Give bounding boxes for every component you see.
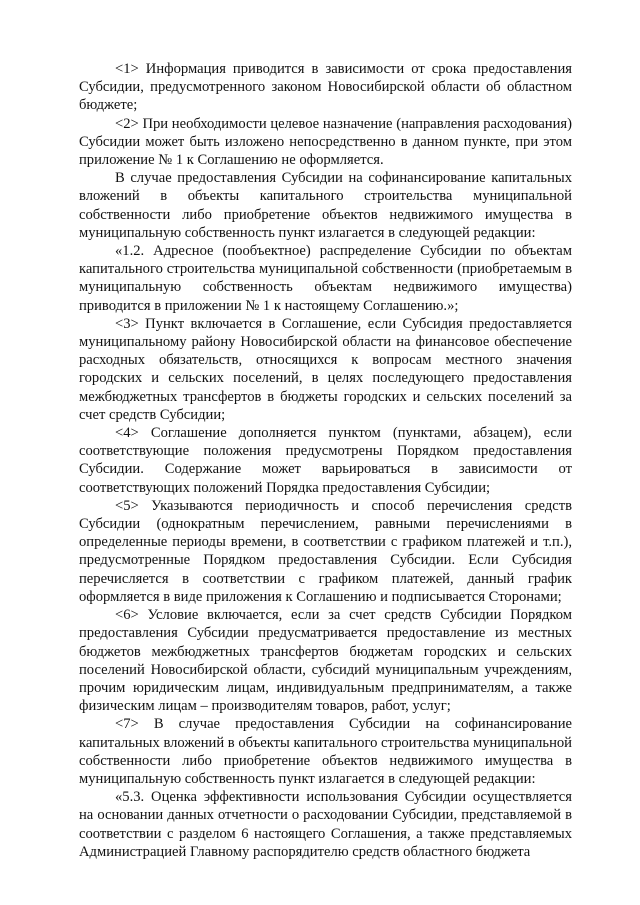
footnote-5: <5> Указываются периодичность и способ перечисления средств Субсидии (однократным перечислением, равными перечислениями в определенные периоды времени, в соответствии с графиком платежей и т.п.), предусмотренные Порядком предоставления Субсидии. Если Субсидия перечисляется в соответствии с графиком платежей, данный график оформляется в виде приложения к Соглашению и подписывается Сторонами; [79, 497, 572, 605]
footnote-3: <3> Пункт включается в Соглашение, если Субсидия предоставляется муниципальному району Новосибирской области на финансовое обеспечение расходных обязательств, относящихся к вопросам местного значения городских и сельских поселений, в целях последующего предоставления межбюджетных трансфертов в бюджеты городских и сельских поселений за счет средств Субсидии; [79, 315, 572, 423]
footnote-4: <4> Соглашение дополняется пунктом (пунктами, абзацем), если соответствующие положения предусмотрены Порядком предоставления Субсидии. Содержание может варьироваться в зависимости от соответствующих положений Порядка предоставления Субсидии; [79, 425, 572, 496]
footnote-2: <2> При необходимости целевое назначение (направления расходования) Субсидии может быть изложено непосредственно в данном пункте, при этом приложение № 1 к Соглашению не оформляется. [79, 115, 572, 169]
clause-5-3-text: «5.3. Оценка эффективности использования Субсидии осуществляется на основании данных отчетности о расходовании Субсидии, представляемой в соответствии с разделом 6 настоящего Соглашения, а также представляемых Администрацией Главному распорядителю средств областного бюджета [79, 789, 572, 860]
document-page [79, 60, 572, 861]
clause-1-2-text: «1.2. Адресное (пообъектное) распределение Субсидии по объектам капитального строительства муниципальной собственности (приобретаемым в муниципальную собственность объектам недвижимого имущества) приводится в приложении № 1 к настоящему Соглашению.»; [79, 243, 572, 314]
footnote-1: <1> Информация приводится в зависимости от срока предоставления Субсидии, предусмотренного законом Новосибирской области об областном бюджете; [79, 61, 572, 114]
footnote-7: <7> В случае предоставления Субсидии на софинансирование капитальных вложений в объекты капитального строительства муниципальной собственности либо приобретение объектов недвижимого имущества в муниципальную собственность пункт излагается в следующей редакции: [79, 716, 572, 787]
footnote-2-alternative-intro: В случае предоставления Субсидии на софинансирование капитальных вложений в объекты капитального строительства муниципальной собственности либо приобретение объектов недвижимого имущества в муниципальную собственность пункт излагается в следующей редакции: [79, 170, 572, 241]
footnote-6: <6> Условие включается, если за счет средств Субсидии Порядком предоставления Субсидии предусматривается предоставление из местных бюджетов межбюджетных трансфертов бюджетам городских и сельских поселений Новосибирской области, субсидий муниципальным учреждениям, прочим юридическим лицам, индивидуальным предпринимателям, а также физическим лицам – производителям товаров, работ, услуг; [79, 607, 572, 715]
